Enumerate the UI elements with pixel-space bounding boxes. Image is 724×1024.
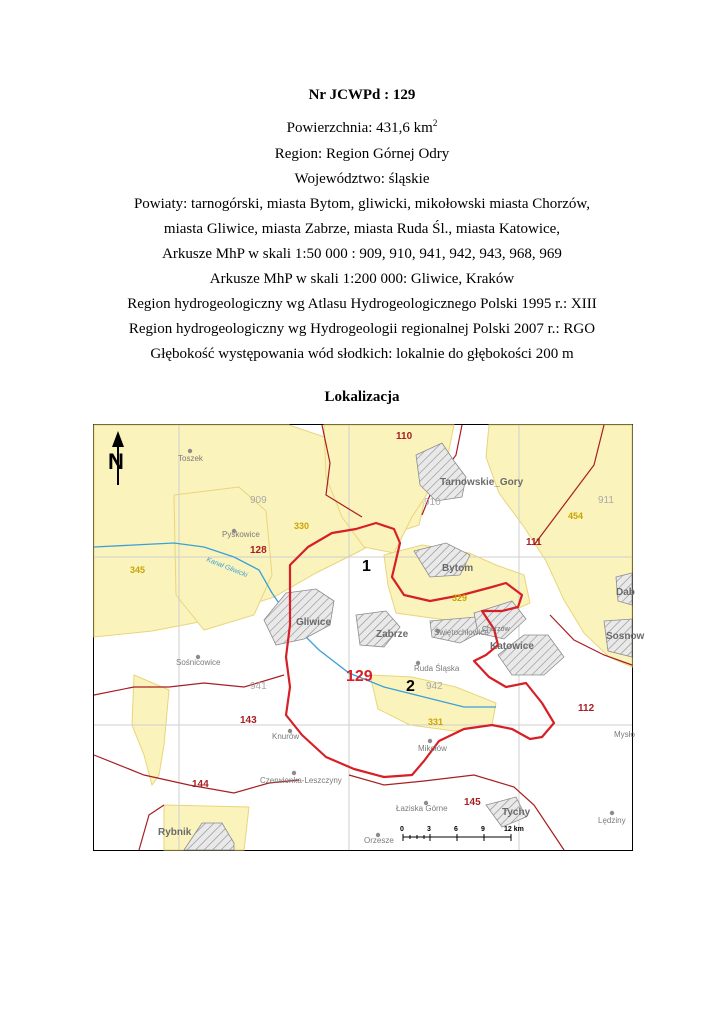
city-label-bytom: Bytom: [442, 563, 474, 574]
town-label-ledziny: Lędziny: [598, 816, 626, 825]
depth-line: Głębokość występowania wód słodkich: lokalnie do głębokości 200 m: [150, 346, 574, 362]
section-title: Lokalizacja: [324, 389, 400, 405]
city-label-dabrowa: Dab: [616, 587, 635, 598]
town-label-czerwionka: Czerwionka-Leszczyny: [260, 776, 342, 785]
region-number-111: 111: [526, 537, 542, 548]
town-label-laziska: Łaziska Górne: [396, 804, 448, 813]
sheets-200k-line: Arkusze MhP w skali 1:200 000: Gliwice, Kraków: [209, 271, 515, 287]
voivodeship-line: Województwo: śląskie: [294, 171, 430, 187]
districts-line-1: Powiaty: tarnogórski, miasta Bytom, gliwicki, mikołowski miasta Chorzów,: [133, 196, 591, 212]
town-label-mikolow: Mikołów: [418, 744, 447, 753]
part-label-2: 2: [406, 678, 415, 695]
part-label-1: 1: [362, 558, 371, 575]
region-number-128: 128: [250, 545, 267, 556]
scale-tick-12: 12 km: [504, 826, 524, 833]
hydro-region-1995-line: Region hydrogeologiczny wg Atlasu Hydrogeologicznego Polski 1995 r.: XIII: [127, 296, 597, 312]
location-map: [93, 424, 645, 851]
area-line: [0, 119, 724, 137]
sheet-number-909: 909: [250, 495, 267, 506]
aquifer-number-345: 345: [130, 565, 146, 575]
sheet-number-911: 911: [598, 495, 614, 506]
sheet-number-910: 910: [424, 497, 441, 508]
aquifer-zone-west: [174, 487, 272, 630]
document-title: Nr JCWPd : 129: [308, 87, 416, 103]
sheets-50k-line: Arkusze MhP w skali 1:50 000 : 909, 910, 941, 942, 943, 968, 969: [162, 246, 562, 262]
town-label-ruda-slaska: Ruda Śląska: [414, 664, 460, 673]
aquifer-number-454: 454: [568, 511, 584, 521]
town-label-knurow: Knurów: [272, 732, 300, 741]
area-text: Powierzchnia: 431,6 km: [286, 120, 433, 136]
town-label-pyskowice: Pyskowice: [222, 530, 260, 539]
scale-tick-0: 0: [400, 826, 404, 833]
town-label-myslowice: Mysło: [614, 730, 635, 739]
city-label-gliwice: Gliwice: [296, 617, 332, 628]
scale-tick-9: 9: [481, 826, 485, 833]
city-label-chorzow: Chorzów: [482, 626, 510, 633]
city-label-rybnik: Rybnik: [158, 827, 192, 838]
aquifer-number-329: 329: [452, 593, 468, 603]
city-label-tarnowskie-gory: Tarnowskie_Gory: [440, 477, 524, 488]
city-label-katowice: Katowice: [490, 641, 534, 652]
city-label-tychy: Tychy: [502, 807, 531, 818]
area-superscript: 2: [432, 118, 438, 128]
city-label-zabrze: Zabrze: [376, 629, 409, 640]
districts-line-2: miasta Gliwice, miasta Zabrze, miasta Ruda Śl., miasta Katowice,: [163, 221, 561, 237]
town-label-swietochlowice: Świętochłowice: [434, 628, 489, 637]
sheet-number-941: 941: [250, 681, 267, 692]
region-line: Region: Region Górnej Odry: [274, 146, 450, 162]
scale-tick-3: 3: [427, 826, 431, 833]
town-label-toszek: Toszek: [178, 454, 203, 463]
sheet-number-942: 942: [426, 681, 443, 692]
map-canvas: [94, 425, 645, 850]
aquifer-number-330: 330: [294, 521, 310, 531]
north-label: N: [108, 449, 124, 474]
scale-tick-6: 6: [454, 826, 458, 833]
body-number-129: 129: [346, 668, 373, 685]
region-number-145: 145: [464, 797, 481, 808]
region-number-112: 112: [578, 703, 595, 714]
town-label-orzesze: Orzesze: [364, 836, 394, 845]
aquifer-number-331: 331: [428, 717, 444, 727]
region-number-144: 144: [192, 779, 209, 790]
city-label-sosnowiec: Sosnow: [606, 631, 645, 642]
hydro-region-2007-line: Region hydrogeologiczny wg Hydrogeologii regionalnej Polski 2007 r.: RGO: [128, 321, 596, 337]
region-number-143: 143: [240, 715, 257, 726]
scale-bar: [400, 826, 524, 841]
canal-label: Kanał Gliwicki: [205, 556, 249, 580]
aquifer-zone-south-west: [132, 675, 169, 785]
region-number-110: 110: [396, 431, 413, 442]
town-label-sosnicowice: Sośnicowice: [176, 658, 221, 667]
